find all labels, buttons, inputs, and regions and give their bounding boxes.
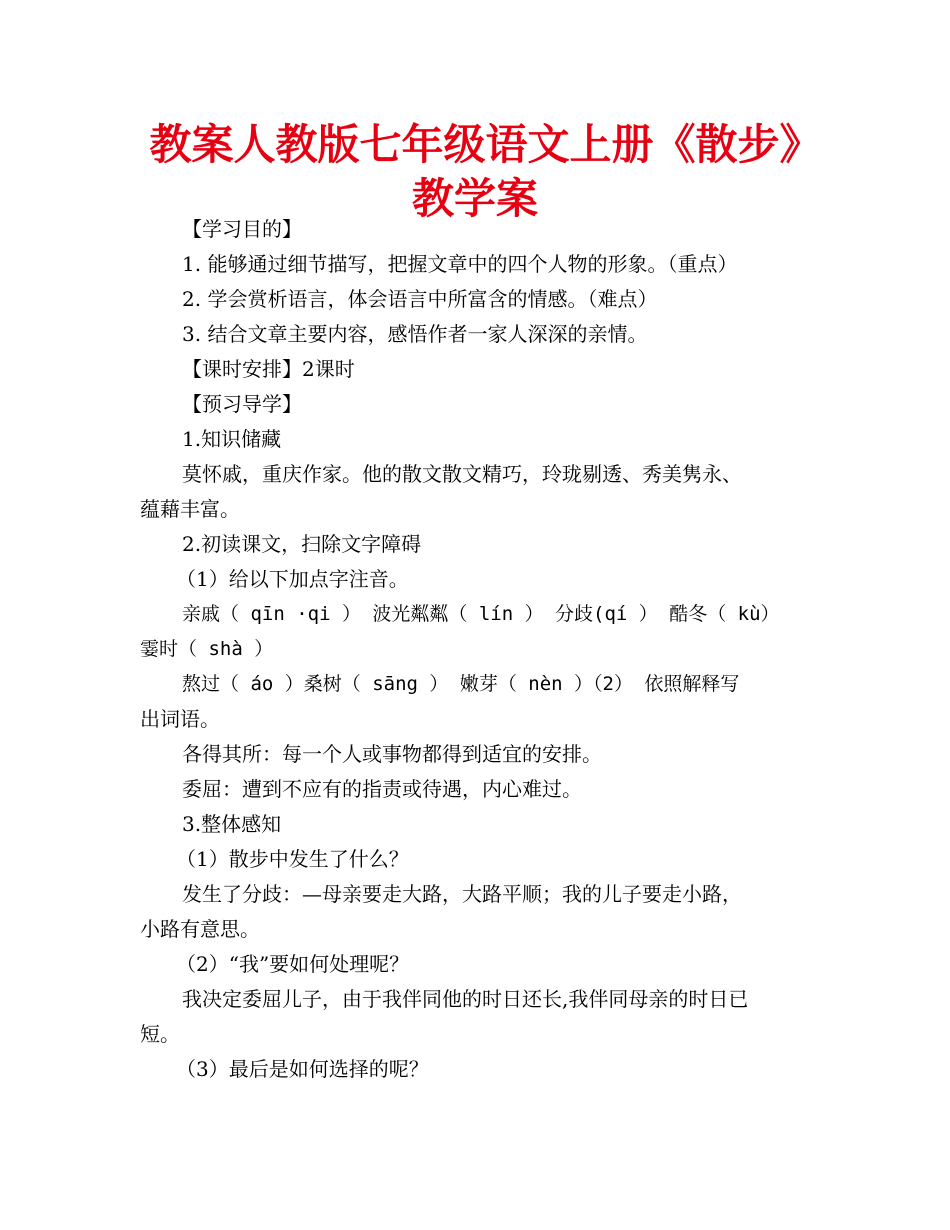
pinyin-line-4: 出词语。 [140,707,220,731]
objective-item-2: 2. 学会赏析语言，体会语言中所富含的情感。（难点） [182,287,658,311]
document-title: 教案人教版七年级语文上册《散步》教学案 [149,120,801,223]
paragraph-author-line-2: 蕴藉丰富。 [140,497,240,521]
objective-item-3: 3. 结合文章主要内容，感悟作者一家人深深的亲情。 [182,322,648,346]
definition-2: 委屈：遭到不应有的指责或待遇，内心难过。 [182,777,582,801]
question-3: （3）最后是如何选择的呢？ [176,1057,429,1081]
answer-2-line-2: 短。 [140,1022,180,1046]
subheading-knowledge: 1.知识储藏 [182,427,282,451]
answer-1-line-2: 小路有意思。 [140,917,260,941]
answer-2-line-1: 我决定委屈儿子，由于我伴同他的时日还长,我伴同母亲的时日已 [182,987,749,1011]
question-pinyin: （1）给以下加点字注音。 [176,567,409,591]
section-heading-schedule: 【课时安排】2课时 [182,357,355,381]
subheading-first-reading: 2.初读课文，扫除文字障碍 [182,532,422,556]
question-1: （1）散步中发生了什么？ [176,847,409,871]
paragraph-author-line-1: 莫怀戚，重庆作家。他的散文散文精巧，玲珑剔透、秀美隽永、 [182,462,742,486]
document-body [140,212,812,1087]
section-heading-objectives: 【学习目的】 [182,217,302,241]
objective-item-1: 1. 能够通过细节描写，把握文章中的四个人物的形象。（重点） [182,252,738,276]
answer-1-line-1: 发生了分歧：—母亲要走大路，大路平顺；我的儿子要走小路， [182,882,742,906]
pinyin-line-1: 亲戚（ qīn ·qi ） 波光粼粼（ lín ） 分歧(qí ） 酷冬（ kù） [182,603,780,625]
pinyin-line-2: 霎时（ shà ） [140,638,274,660]
question-2: （2）“我”要如何处理呢？ [176,952,410,976]
definition-1: 各得其所：每一个人或事物都得到适宜的安排。 [182,742,602,766]
pinyin-line-3: 熬过（ áo ）桑树（ sāng ） 嫩芽（ nèn ）（2） 依照解释写 [182,673,740,695]
section-heading-preview: 【预习导学】 [182,392,302,416]
subheading-overall: 3.整体感知 [182,812,282,836]
